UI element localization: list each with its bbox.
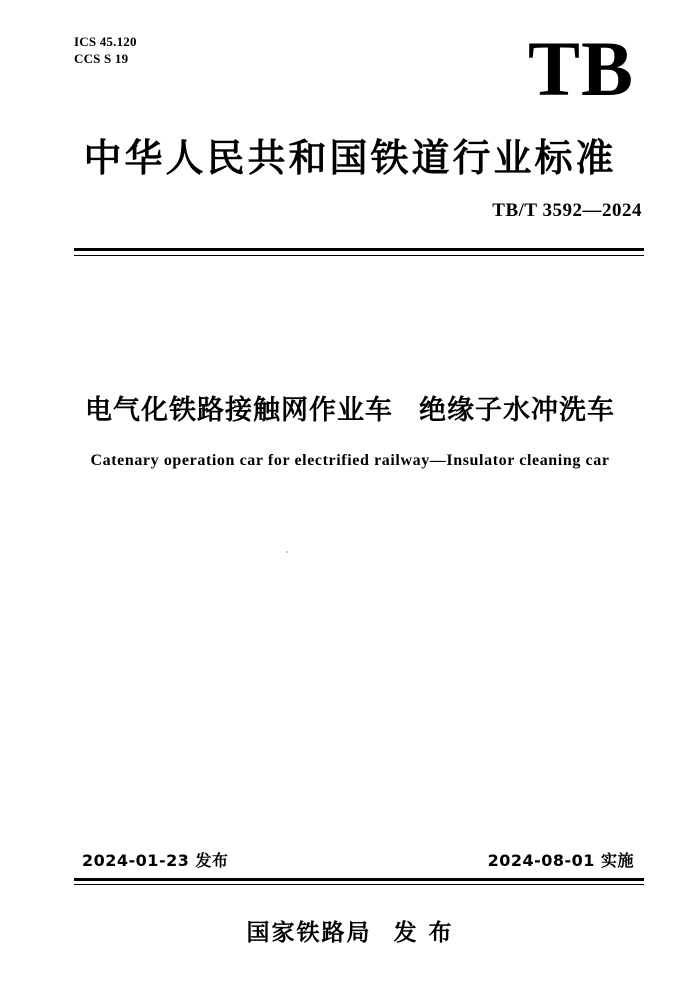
publisher-action: 发 布 [393, 920, 454, 946]
classification-codes [74, 33, 137, 67]
authority-heading: 中华人民共和国铁道行业标准 [83, 136, 617, 180]
publisher-line [0, 914, 700, 947]
effective-date: 2024-08-01 实施 [487, 851, 634, 870]
document-title-cn-part1: 电气化铁路接触网作业车 [85, 395, 393, 426]
document-title-cn-part2: 绝缘子水冲洗车 [419, 395, 615, 426]
scan-speck [286, 551, 288, 553]
issue-date: 2024-01-23 发布 [82, 851, 229, 870]
document-title-en: Catenary operation car for electrified railway—Insulator cleaning car [90, 452, 610, 469]
tb-logo: TB [527, 25, 634, 112]
header-rule-thick [74, 248, 644, 251]
publisher-name: 国家铁路局 [246, 920, 372, 946]
document-title-cn [0, 388, 700, 427]
standard-number: TB/T 3592—2024 [492, 200, 642, 221]
ics-code: ICS 45.120 [74, 34, 137, 49]
ccs-code: CCS S 19 [74, 51, 129, 66]
footer-rule-thick [74, 878, 644, 881]
header-rule-thin [74, 255, 644, 256]
footer-rule-thin [74, 884, 644, 885]
